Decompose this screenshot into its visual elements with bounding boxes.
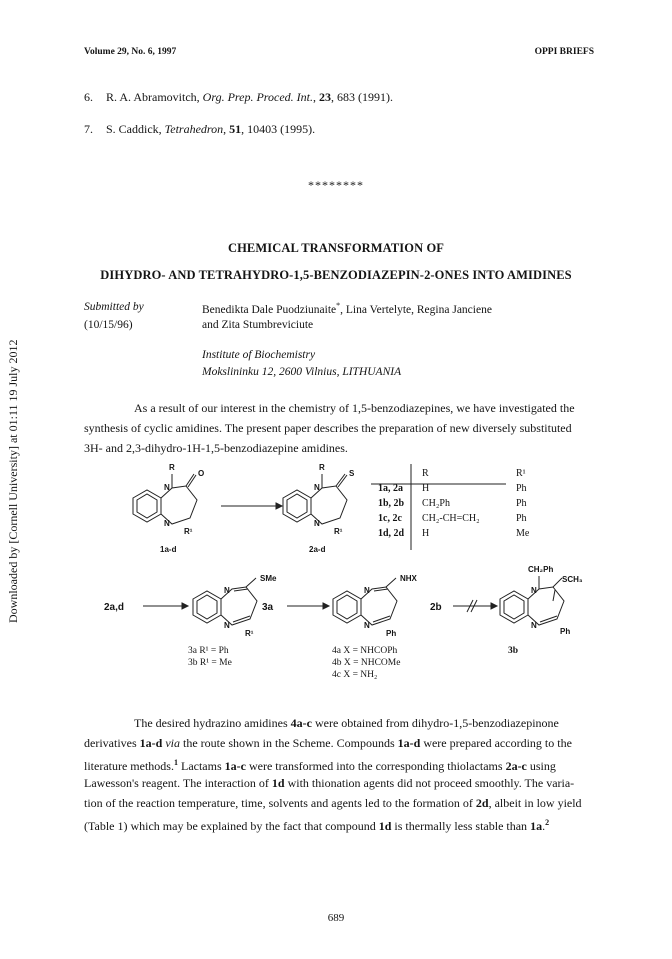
compound-ref: 2d [475,796,489,810]
reactant-2b: 2b [430,602,442,613]
para2-line-1 [134,713,559,733]
structure-2a-d-skeleton [283,474,347,524]
text-run: Lawesson's reagent. The interaction of [84,776,272,790]
reference-journal: Tetrahedron [164,122,224,136]
text-run: literature methods. [84,759,174,773]
reference-number: 6. [84,90,93,104]
text-run: The desired hydrazino amidines [134,716,291,730]
submitted-by-label: Submitted by [84,301,144,313]
reference-sep: , [312,90,319,104]
struct-1a-N1: N [164,483,170,492]
para2-line-6 [84,813,549,836]
table-row [372,511,535,526]
section-header: OPPI BRIEFS [534,47,594,57]
table-cell: 1d, 2d [378,528,405,539]
intro-line-2: synthesis of cyclic amidines. The present paper describes the preparation of new diversely substituted [84,421,572,435]
reference-volume: 51 [229,122,242,136]
compound-ref: 4a-c [290,716,312,730]
journal-volume-header: Volume 29, No. 6, 1997 [84,47,177,57]
institute-address: Mokslininku 12, 2600 Vilnius, LITHUANIA [202,366,402,378]
table-cell: CH₂-CH=CH₂ [422,513,480,524]
authors-line-1 [202,301,492,316]
text-run: . [542,819,546,833]
text-run: with thionation agents did not proceed smoothly. The varia- [284,776,575,790]
coauthors: , Lina Vertelyte, Regina Janciene [340,303,492,316]
struct-2a-label: 2a-d [309,545,326,554]
reference-rest: , 683 (1991). [330,90,393,104]
struct-3b-CH2Ph: CH₂Ph [528,565,554,574]
compound-ref: 1a [530,819,543,833]
table-row [372,481,535,496]
struct-3b-N1: N [531,586,537,595]
text-run: , albeit in low yield [488,796,582,810]
institute-name: Institute of Biochemistry [202,349,316,361]
para2-line-4 [84,773,574,793]
legend-3b-product: 3b [508,646,519,656]
text-run: derivatives [84,736,140,750]
struct-2a-R: R [319,463,325,472]
para2-line-2 [84,733,572,753]
reactant-3a: 3a [262,602,274,613]
structure-1a-d-skeleton [133,474,197,524]
text-run: is thermally less stable than [391,819,531,833]
reference-7 [84,122,315,137]
text-run: using [526,759,556,773]
struct-1a-R: R [169,463,175,472]
table-cell: Ph [516,513,527,524]
compound-ref: 1d [378,819,392,833]
text-run: were obtained from dihydro-1,5-benzodiazepinone [311,716,559,730]
compound-ref: 1a-c [224,759,246,773]
struct-4-NHX: NHX [400,574,417,583]
reference-authors: R. A. Abramovitch, [106,90,203,104]
table-header-cell [372,466,412,481]
struct-3b-N5: N [531,621,537,630]
para2-line-5 [84,793,582,813]
compound-ref: 2a-c [505,759,527,773]
compound-ref: 1a-d [139,736,163,750]
r-group-table [372,466,535,541]
struct-3-N1: N [224,586,230,595]
table-cell: 1c, 2c [378,513,402,524]
legend-3a: 3a R¹ = Ph [188,646,229,656]
reference-authors: S. Caddick, [106,122,165,136]
struct-2a-S: S [349,469,355,478]
citation-2: 2 [545,818,550,827]
struct-1a-N5: N [164,519,170,528]
table-cell: 1a, 2a [378,483,403,494]
table-cell: H [422,528,430,539]
text-run: were prepared according to the [420,736,572,750]
corresponding-mark: * [336,301,341,310]
struct-4-N5: N [364,621,370,630]
table-header-cell: R [422,468,429,479]
table-cell: Me [516,528,530,539]
table-header-cell: R¹ [516,468,526,479]
citation-1: 1 [173,758,178,767]
compound-ref: 1a-d [397,736,421,750]
legend-4c: 4c X = NH₂ [332,670,378,680]
structure-3b-skeleton [500,576,564,625]
struct-4-N1: N [364,586,370,595]
table-cell: 1b, 2b [378,498,405,509]
compound-ref: 1d [271,776,285,790]
reactant-2ad: 2a,d [104,602,125,613]
struct-1a-R1: R¹ [184,527,193,536]
struct-4-Ph: Ph [386,629,397,638]
legend-3b: 3b R¹ = Me [188,658,232,668]
submitted-date: (10/15/96) [84,319,133,331]
table-cell: Ph [516,483,527,494]
intro-line-3: 3H- and 2,3-dihydro-1H-1,5-benzodiazepine amidines. [84,441,348,455]
table-cell: H [422,483,430,494]
section-separator: ******** [308,178,364,192]
reference-journal: Org. Prep. Proced. Int. [202,90,313,104]
authors-line-2: and Zita Stumbreviciute [202,319,314,331]
struct-2a-N1: N [314,483,320,492]
reference-number: 7. [84,122,93,136]
reference-volume: 23 [318,90,331,104]
reference-sep: , [223,122,230,136]
table-header-row [372,466,535,481]
text-run: (Table 1) which may be explained by the fact that compound [84,819,379,833]
text-run: the route shown in the Scheme. Compounds [180,736,398,750]
struct-1a-O: O [198,469,205,478]
text-run: were transformed into the corresponding thiolactams [245,759,506,773]
struct-2a-N5: N [314,519,320,528]
struct-2a-R1: R¹ [334,527,343,536]
text-run: Lactams [177,759,225,773]
struct-3-N5: N [224,621,230,630]
reference-rest: , 10403 (1995). [241,122,316,136]
struct-1a-label: 1a-d [160,545,177,554]
download-watermark: Downloaded by [Cornell University] at 01:11 19 July 2012 [6,339,20,623]
reaction-scheme [0,460,672,690]
struct-3-SMe: SMe [260,574,277,583]
legend-4a: 4a X = NHCOPh [332,646,398,656]
struct-3b-Ph: Ph [560,627,571,636]
article-title-line-1: CHEMICAL TRANSFORMATION OF [227,241,445,255]
struct-3-R1: R¹ [245,629,254,638]
table-row [372,496,535,511]
struct-3b-SCH3: SCH₃ [562,575,583,584]
table-row [372,526,535,541]
corresponding-author: Benedikta Dale Puodziunaite [202,303,337,316]
text-run: via [162,736,180,750]
legend-4b: 4b X = NHCOMe [332,658,401,668]
reference-6 [84,90,393,105]
table-cell: Ph [516,498,527,509]
table-cell: CH₂Ph [422,498,450,509]
text-run: tion of the reaction temperature, time, solvents and agents led to the formation of [84,796,476,810]
article-title-line-2: DIHYDRO- AND TETRAHYDRO-1,5-BENZODIAZEPIN-2-ONES INTO AMIDINES [100,268,572,282]
page-number: 689 [327,912,345,924]
intro-line-1: As a result of our interest in the chemistry of 1,5-benzodiazepines, we have investigated the [134,401,575,415]
